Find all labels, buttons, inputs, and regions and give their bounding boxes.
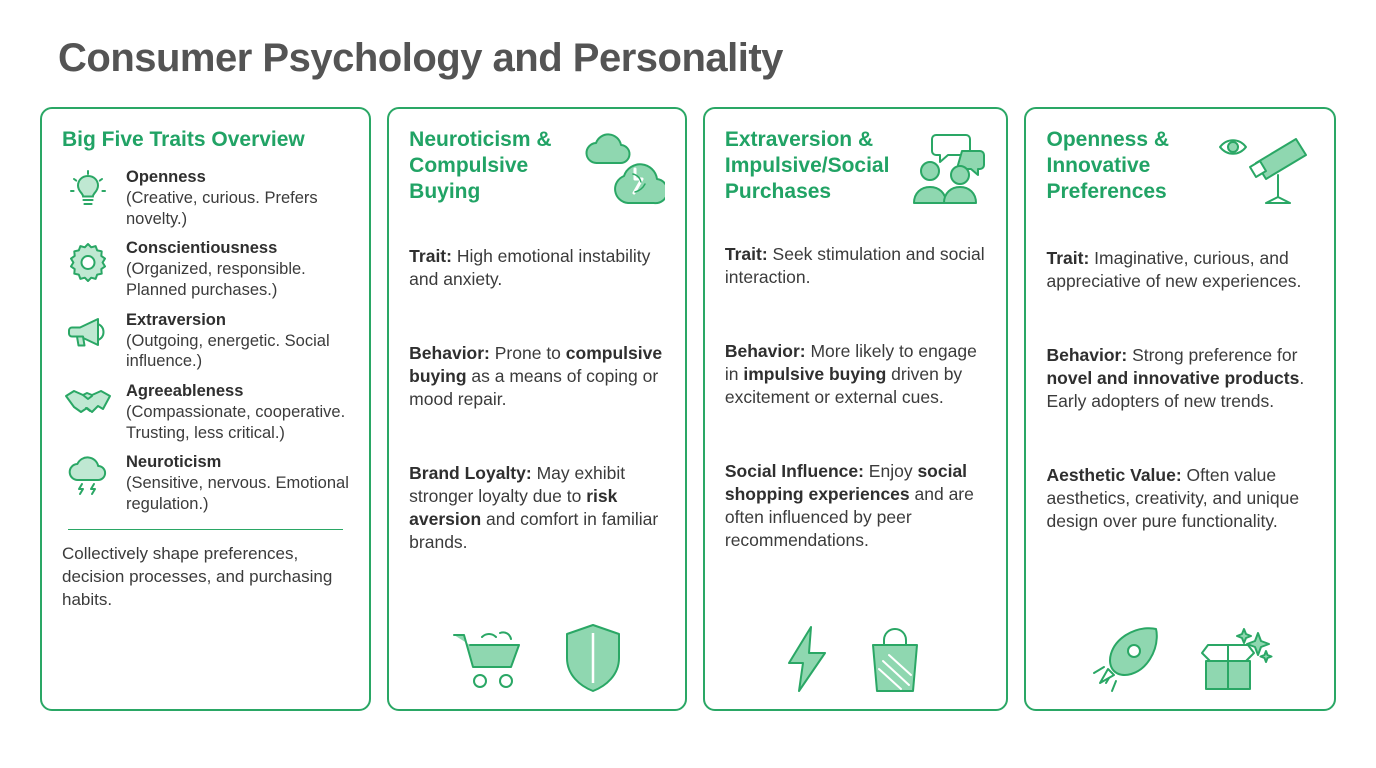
card-footnote: Collectively shape preferences, decision processes, and purchasing habits. xyxy=(62,543,333,609)
trait-name: Extraversion xyxy=(126,310,226,329)
card-header xyxy=(409,127,665,207)
card-header xyxy=(62,127,349,153)
card-body xyxy=(409,227,665,611)
trait-name: Conscientiousness xyxy=(126,239,278,258)
trait-row xyxy=(62,381,349,443)
trait-name: Neuroticism xyxy=(126,453,222,472)
card-extraversion-impulsive-social-purchases xyxy=(703,107,1009,711)
trait-text xyxy=(126,310,349,372)
people-chat-icon xyxy=(904,129,986,205)
trait-text xyxy=(126,452,349,514)
eye-telescope-icon xyxy=(1216,129,1314,209)
storm-cloud-icon xyxy=(62,452,114,496)
card-openness-innovative-preferences xyxy=(1024,107,1336,711)
card-neuroticism-compulsive-buying xyxy=(387,107,687,711)
open-box-sparkle-icon xyxy=(1196,627,1274,695)
trait-description: (Organized, responsible. Planned purchases.) xyxy=(126,260,306,299)
paragraph-behavior: Behavior: Prone to compulsive buying as a means of coping or mood repair. xyxy=(409,342,663,409)
card-header xyxy=(725,127,987,205)
trait-text xyxy=(126,238,349,300)
shopping-cart-icon xyxy=(448,623,534,695)
card-body xyxy=(725,225,987,613)
paragraph-aesthetic-value: Aesthetic Value: Often value aesthetics, creativity, and unique design over pure functionality. xyxy=(1046,464,1300,532)
paragraph-trait: Trait: Imaginative, curious, and appreciative of new experiences. xyxy=(1046,247,1302,291)
trait-row xyxy=(62,238,349,300)
handshake-icon xyxy=(62,381,114,421)
card-body xyxy=(1046,229,1314,617)
trait-row xyxy=(62,310,349,372)
trait-description: (Creative, curious. Prefers novelty.) xyxy=(126,188,318,228)
paragraph-behavior: Behavior: More likely to engage in impulsive buying driven by excitement or external cues. xyxy=(724,340,977,407)
lightbulb-icon xyxy=(62,167,114,211)
paragraph-brand-loyalty: Brand Loyalty: May exhibit stronger loyalty due to risk aversion and comfort in familiar brands. xyxy=(409,462,659,553)
card-title: Extraversion & Impulsive/Social Purchases xyxy=(724,128,890,204)
page-title: Consumer Psychology and Personality xyxy=(58,36,783,80)
trait-name: Agreeableness xyxy=(126,382,244,401)
rocket-icon xyxy=(1086,627,1162,695)
cards-row xyxy=(40,107,1336,711)
paragraph-trait: Trait: High emotional instability and anxiety. xyxy=(409,245,651,289)
card-title: Neuroticism & Compulsive Buying xyxy=(409,128,552,204)
trait-name: Openness xyxy=(126,168,206,187)
card-header xyxy=(1046,127,1314,209)
trait-text xyxy=(126,167,349,229)
divider xyxy=(68,529,343,530)
card-footer-icons xyxy=(725,613,987,695)
gear-icon xyxy=(62,238,114,284)
paragraph-social-influence: Social Influence: Enjoy social shopping experiences and are often influenced by peer recommendations. xyxy=(724,461,974,551)
trait-row xyxy=(62,452,349,514)
megaphone-icon xyxy=(62,310,114,352)
trait-text xyxy=(126,381,349,443)
brain-storm-icon xyxy=(573,129,665,207)
paragraph-trait: Trait: Seek stimulation and social interaction. xyxy=(724,243,985,287)
card-footer-icons xyxy=(1046,617,1314,695)
shopping-bag-icon xyxy=(859,623,931,695)
trait-description: (Outgoing, energetic. Social influence.) xyxy=(126,331,330,371)
trait-description: (Compassionate, cooperative. Trusting, less critical.) xyxy=(126,402,346,442)
lightning-bolt-icon xyxy=(781,623,833,695)
paragraph-behavior: Behavior: Strong preference for novel and innovative products. Early adopters of new trends. xyxy=(1046,344,1305,411)
card-big-five-traits-overview xyxy=(40,107,371,711)
shield-icon xyxy=(560,621,626,695)
trait-description: (Sensitive, nervous. Emotional regulation.) xyxy=(126,474,349,513)
card-title: Openness & Innovative Preferences xyxy=(1046,128,1170,204)
card-title: Big Five Traits Overview xyxy=(62,128,305,151)
trait-list xyxy=(62,167,349,515)
trait-row xyxy=(62,167,349,229)
card-footer-icons xyxy=(409,611,665,695)
